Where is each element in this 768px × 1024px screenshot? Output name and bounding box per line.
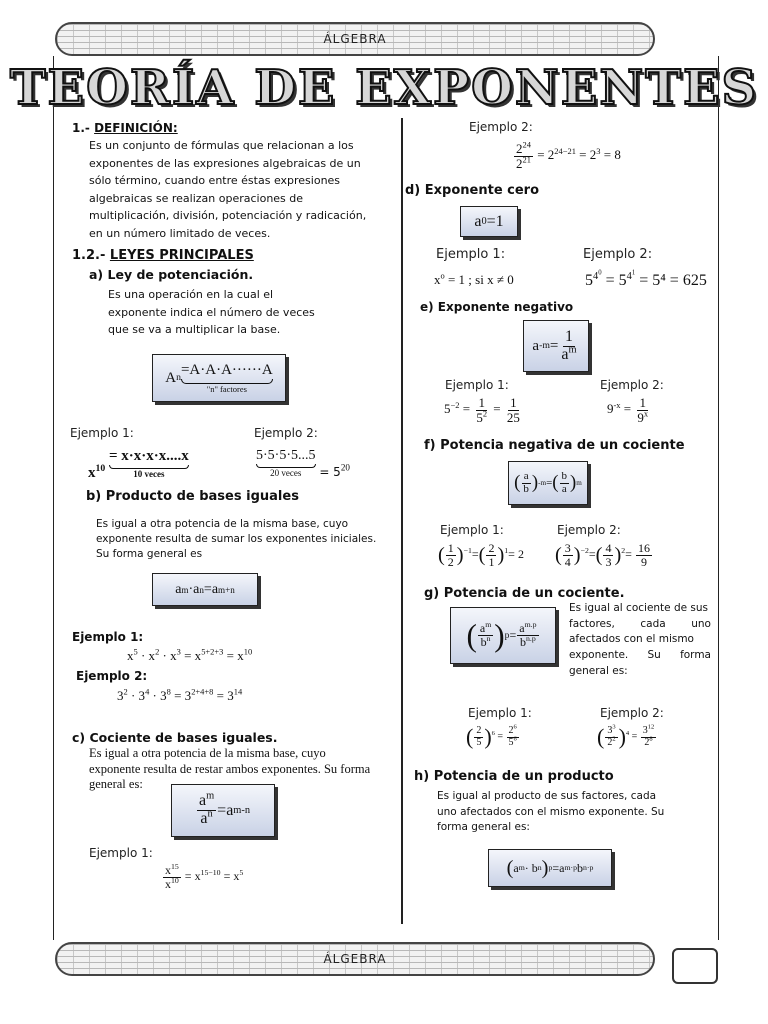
law-h-heading: h) Potencia de un producto xyxy=(414,769,614,784)
text-line: Es igual al producto de sus factores, cada xyxy=(437,790,657,802)
law-c-example2-label: Ejemplo 2: xyxy=(469,120,533,134)
section-definition-heading xyxy=(72,121,178,135)
law-f-heading: f) Potencia negativa de un cociente xyxy=(424,438,685,453)
law-g-example1: ( $\frac{2}{5}$ )$^6$ = $\frac{2^6}{5^6}$ xyxy=(466,723,517,749)
formula-product: =A·A·A······A xyxy=(180,362,273,378)
law-g-formula-box: ( $\frac{a^m}{b^n}$ ) p = $\frac{a^{m.p}}{b^{n.p}}$ xyxy=(450,607,556,664)
law-b-example2-label: Ejemplo 2: xyxy=(76,669,148,683)
underbrace xyxy=(109,448,189,479)
text-line: exponentes de las expresiones algebraicas de un xyxy=(89,156,361,170)
law-f-formula-box: ( $\frac{a}{b}$ ) -m = ( $\frac{b}{a}$ ) m xyxy=(508,461,588,505)
footer-band xyxy=(55,942,655,976)
underbrace-label: 10 veces xyxy=(133,469,165,479)
law-d-example1: $x^o = 1$ ; si x ≠ 0 xyxy=(434,270,514,287)
text-line: Su forma general es xyxy=(96,548,203,560)
law-g-paragraph xyxy=(569,601,711,680)
law-b-paragraph xyxy=(96,517,382,562)
text-line: multiplicación, división, potenciación y radicación, xyxy=(89,209,367,222)
law-a-heading: a) Ley de potenciación. xyxy=(89,267,254,282)
text-line: exponente. Su forma xyxy=(569,649,711,662)
math: a xyxy=(211,581,219,597)
definition-paragraph xyxy=(89,137,378,242)
text-line: Es un conjunto de fórmulas que relacionan a los xyxy=(89,139,354,152)
law-a-example2 xyxy=(256,448,350,481)
section-number: 1.2.- xyxy=(72,248,106,263)
law-b-formula-box: a m · a n = a m+n xyxy=(152,573,258,606)
law-a-example1-label: Ejemplo 1: xyxy=(70,426,134,440)
law-d-example2: $5^{4^0} = 5^{4^1} = 5^4 = 625$ xyxy=(585,269,707,289)
law-d-example2-label: Ejemplo 2: xyxy=(583,247,653,262)
header-label: ÁLGEBRA xyxy=(323,32,387,46)
page-number-box xyxy=(672,948,718,984)
law-d-formula-box: a 0 =1 xyxy=(460,206,518,237)
law-e-example2: $9^{-x}$ = $\frac{1}{9^x}$ xyxy=(607,395,649,425)
section-title: DEFINICIÓN: xyxy=(94,121,178,135)
law-b-example1-label: Ejemplo 1: xyxy=(72,630,144,644)
law-c-example2: $\frac{2^{24}}{2^{21}}$ = $2^{24-21} = 2^3 = 8$ xyxy=(516,139,621,171)
underbrace xyxy=(256,448,316,478)
text-line: uno afectados con el mismo exponente. Su xyxy=(437,805,665,818)
law-b-heading: b) Producto de bases iguales xyxy=(86,489,299,504)
math: = 5⁴ = 625 xyxy=(635,272,707,289)
law-a-paragraph xyxy=(108,286,324,339)
law-a-formula-box: A n =A·A·A······A "n" factores xyxy=(152,354,286,402)
text-line: exponente resulta de restar ambos exponentes. Su forma xyxy=(89,761,371,776)
text-line: algebraicas se realizan operaciones de xyxy=(89,191,304,205)
law-e-example2-label: Ejemplo 2: xyxy=(600,378,664,392)
fraction: $\frac{a^m}{a^n}$ xyxy=(198,790,215,827)
text-line: factores, cada uno xyxy=(569,617,711,630)
formula-underbrace xyxy=(181,362,273,394)
math: = 1 ; si x ≠ 0 xyxy=(444,272,514,287)
section-title: LEYES PRINCIPALES xyxy=(109,248,254,263)
law-e-example1-label: Ejemplo 1: xyxy=(445,378,509,392)
law-c-example1-label: Ejemplo 1: xyxy=(89,846,153,860)
text-line: Es igual a otra potencia de la misma base, cuyo xyxy=(96,518,349,530)
text-line: Es igual a otra potencia de la misma base, cuyo xyxy=(89,746,326,760)
law-e-heading: e) Exponente negativo xyxy=(420,300,574,314)
text-line: exponente resulta de sumar los exponentes iniciales. xyxy=(96,533,377,545)
math: 10 xyxy=(95,463,106,474)
text-line: forma general es: xyxy=(437,821,530,833)
text-line: afectados con el mismo xyxy=(569,633,694,646)
text-line: que se va a multiplicar la base. xyxy=(108,323,281,336)
law-b-example1: $x^5 \cdot x^2 \cdot x^3 = x^{5+2+3} = x^{10}$ xyxy=(127,646,253,663)
page-title: TEORÍA DE EXPONENTES xyxy=(9,60,759,116)
text-line: exponente indica el número de veces xyxy=(108,305,315,319)
law-f-example2: ( $\frac{3}{4}$ )$^{-2}$=( $\frac{4}{3}$ )$^2$= $\frac{16}{9}$ xyxy=(555,541,650,569)
law-e-formula-box: a -m = $\frac{1}{a^m}$ xyxy=(523,320,589,372)
math: = 5 xyxy=(315,465,341,479)
law-c-example1: $\frac{x^{15}}{x^{10}}$ = $x^{15-10} = x^5$ xyxy=(165,862,244,891)
law-f-example2-label: Ejemplo 2: xyxy=(557,523,621,537)
math: a xyxy=(175,581,182,597)
law-h-formula-box: ( a m · b n ) p =a m·p b n·p xyxy=(488,849,612,887)
math: · xyxy=(188,581,194,597)
law-d-heading: d) Exponente cero xyxy=(405,183,540,198)
law-a-example2-label: Ejemplo 2: xyxy=(254,426,318,440)
math: x xyxy=(88,465,96,481)
text-line: general es: xyxy=(89,777,143,791)
math: 20 xyxy=(340,462,350,473)
law-a-example1 xyxy=(88,448,189,482)
text-line: Es igual al cociente de sus xyxy=(569,602,709,614)
text-line: Es una operación en la cual el xyxy=(108,288,274,301)
law-c-formula-box: $\frac{a^m}{a^n}$ = a m-n xyxy=(171,784,275,837)
law-b-example2: $3^2 \cdot 3^4 \cdot 3^8 = 3^{2+4+8} = 3^{14}$ xyxy=(117,686,243,703)
underbrace-label: 20 veces xyxy=(270,468,302,478)
column-divider xyxy=(401,118,403,924)
law-g-example2-label: Ejemplo 2: xyxy=(600,706,664,720)
footer-label: ÁLGEBRA xyxy=(323,952,387,966)
law-f-example1-label: Ejemplo 1: xyxy=(440,523,504,537)
math: = x·x·x·x....x xyxy=(109,448,189,464)
math: a xyxy=(193,581,200,597)
formula-base: A xyxy=(165,369,177,386)
law-g-example2: ( $\frac{3^3}{2^2}$ )$^4$ = $\frac{3^{12}}{2^8}$ xyxy=(597,723,655,749)
law-d-example1-label: Ejemplo 1: xyxy=(436,247,506,262)
law-h-paragraph xyxy=(437,789,705,836)
math: 5·5·5·5...5 xyxy=(256,448,316,463)
text-line: sólo término, cuando entre éstas expresiones xyxy=(89,174,341,187)
law-g-heading: g) Potencia de un cociente. xyxy=(424,586,625,601)
section-number: 1.- xyxy=(72,121,90,135)
text-line: general es: xyxy=(569,664,628,677)
law-g-example1-label: Ejemplo 1: xyxy=(468,706,532,720)
math: = xyxy=(203,581,212,597)
section-laws-heading xyxy=(72,248,254,263)
law-e-example1: $5^{-2}$ = $\frac{1}{5^2}$ = $\frac{1}{25}$ xyxy=(444,395,520,425)
header-band xyxy=(55,22,655,56)
underbrace-label: "n" factores xyxy=(206,384,247,394)
law-f-example1: ( $\frac{1}{2}$ )$^{-1}$=( $\frac{2}{1}$ )$^1$= 2 xyxy=(438,541,524,569)
law-c-heading: c) Cociente de bases iguales. xyxy=(72,730,278,745)
text-line: en un número limitado de veces. xyxy=(89,226,271,240)
math: = xyxy=(217,801,227,819)
